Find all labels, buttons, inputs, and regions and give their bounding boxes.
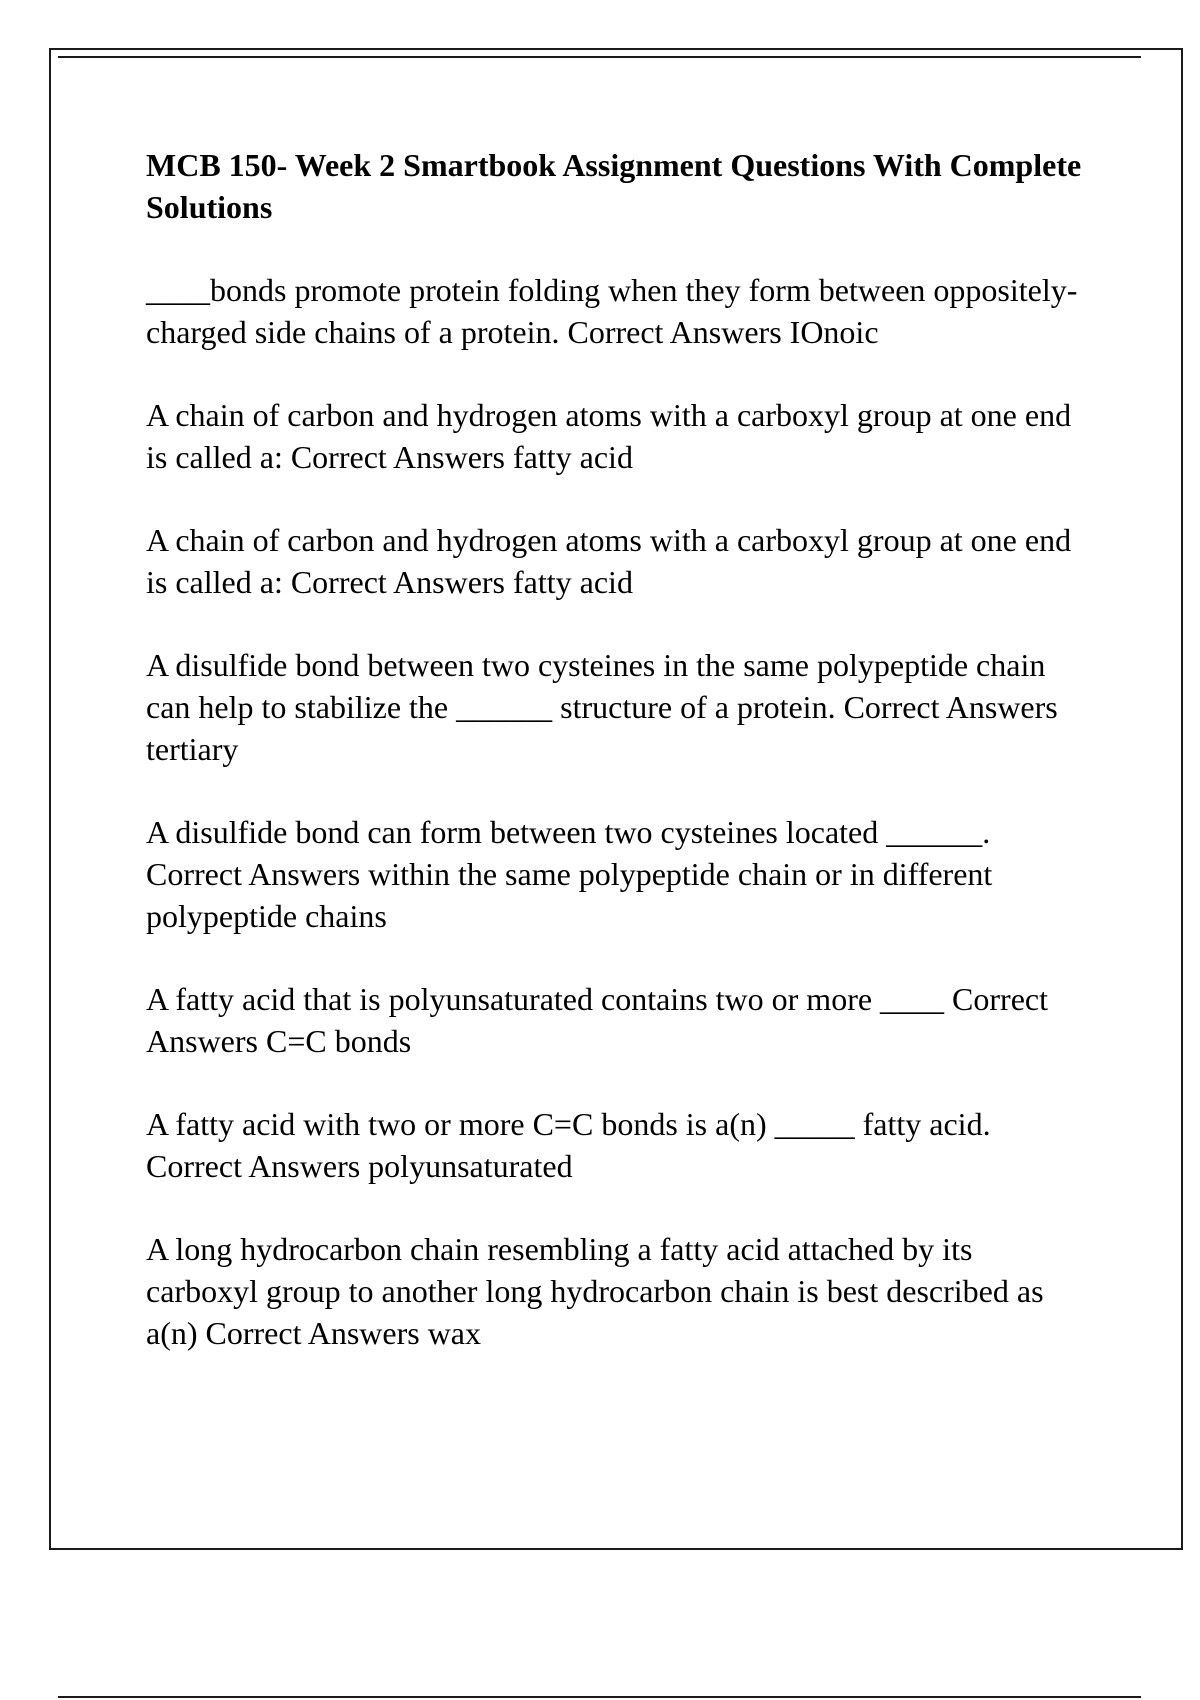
document-body: [146, 144, 1091, 1395]
question-item: A fatty acid with two or more C=C bonds is a(n) _____ fatty acid. Correct Answers polyunsaturated: [146, 1106, 991, 1184]
question-item: A long hydrocarbon chain resembling a fatty acid attached by its carboxyl group to another long hydrocarbon chain is best described as a(n) Correct Answers wax: [146, 1231, 1044, 1351]
question-item: A chain of carbon and hydrogen atoms with a carboxyl group at one end is called a: Correct Answers fatty acid: [146, 522, 1072, 600]
header-rule: [58, 56, 1141, 58]
question-item: ____bonds promote protein folding when they form between oppositely-charged side chains of a protein. Correct Answers IOnoic: [146, 272, 1078, 350]
question-item: A fatty acid that is polyunsaturated contains two or more ____ Correct Answers C=C bonds: [146, 981, 1048, 1059]
question-item: A chain of carbon and hydrogen atoms with a carboxyl group at one end is called a: Correct Answers fatty acid: [146, 397, 1072, 475]
question-item: A disulfide bond between two cysteines in the same polypeptide chain can help to stabilize the ______ structure of a protein. Correct Answers tertiary: [146, 647, 1058, 767]
footer-rule: [58, 1696, 1141, 1698]
question-item: A disulfide bond can form between two cysteines located ______. Correct Answers within the same polypeptide chain or in different polypeptide chains: [146, 814, 993, 934]
document-title: MCB 150- Week 2 Smartbook Assignment Questions With Complete Solutions: [146, 147, 1082, 225]
